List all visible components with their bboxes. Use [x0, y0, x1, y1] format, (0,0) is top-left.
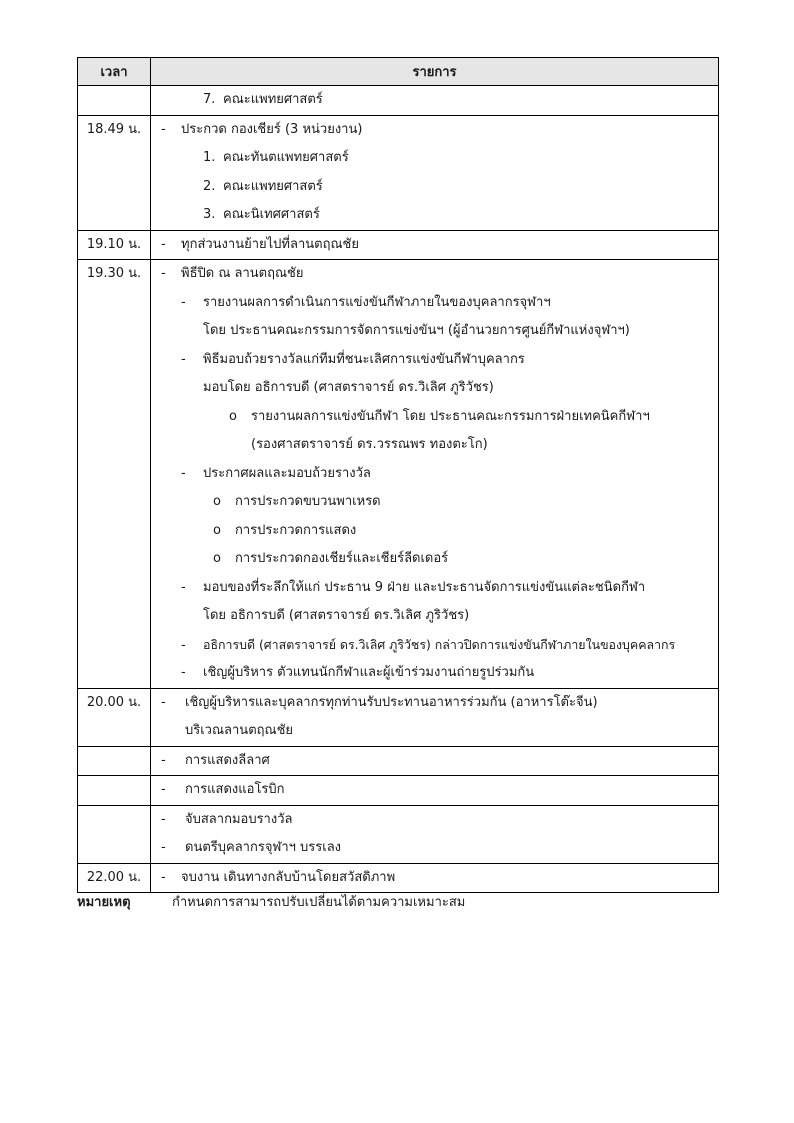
header-time: เวลา	[78, 58, 151, 86]
bullet-dash: -	[181, 579, 186, 595]
list-item	[151, 864, 718, 893]
item-text: รายงานผลการดำเนินการแข่งขันกีฬาภายในของบุคลากรจุฬาฯ	[203, 294, 551, 310]
bullet-dash: -	[181, 637, 186, 653]
bullet-dash: -	[181, 465, 186, 481]
item-text: คณะทันตแพทยศาสตร์	[223, 150, 349, 165]
item-text: ประกาศผลและมอบถ้วยรางวัล	[203, 465, 371, 481]
item-text: การแสดงลีลาศ	[185, 752, 270, 768]
time-cell: 19.30 น.	[78, 260, 151, 689]
item-text: การประกวดการแสดง	[235, 522, 357, 538]
item-text: คณะแพทยศาสตร์	[223, 178, 323, 194]
time-cell	[78, 776, 151, 806]
time-cell: 18.49 น.	[78, 115, 151, 230]
list-item	[151, 545, 718, 574]
list-item	[151, 86, 718, 115]
bullet-dash: -	[181, 665, 186, 680]
bullet-dash: -	[161, 752, 166, 768]
bullet-dash: -	[161, 236, 166, 252]
table-row	[78, 260, 719, 689]
table-row	[78, 230, 719, 260]
time-cell	[78, 746, 151, 776]
list-item	[151, 747, 718, 776]
bullet-dash: -	[161, 782, 166, 797]
table-row	[78, 863, 719, 893]
item-cell	[151, 688, 719, 746]
circle-bullet-icon: o	[213, 522, 221, 538]
bullet-dash: -	[161, 840, 166, 855]
item-cell	[151, 805, 719, 863]
list-item	[151, 517, 718, 546]
table-row	[78, 115, 719, 230]
time-cell: 19.10 น.	[78, 230, 151, 260]
bullet-dash: -	[181, 351, 186, 367]
list-item-continuation: บริเวณลานตฤณชัย	[185, 723, 294, 738]
item-text: การแสดงแอโรบิก	[185, 782, 285, 797]
item-cell	[151, 746, 719, 776]
list-item	[151, 488, 718, 517]
table-header-row	[78, 58, 719, 86]
item-text: การประกวดขบวนพาเหรด	[235, 494, 381, 509]
item-text: เชิญผู้บริหาร ตัวแทนนักกีฬาและผู้เข้าร่วมงานถ่ายรูปร่วมกัน	[203, 665, 535, 680]
item-text: ประกวด กองเชียร์ (3 หน่วยงาน)	[181, 121, 363, 137]
item-cell	[151, 86, 719, 116]
item-text: รายงานผลการแข่งขันกีฬา โดย ประธานคณะกรรมการฝ่ายเทคนิคกีฬาฯ	[251, 408, 650, 424]
item-text: จับสลากมอบรางวัล	[185, 811, 293, 827]
footnote	[77, 891, 465, 912]
list-item-continuation: โดย อธิการบดี (ศาสตราจารย์ ดร.วิเลิศ ภูริวัชร)	[203, 608, 470, 623]
list-item	[151, 231, 718, 260]
item-text: คณะแพทยศาสตร์	[223, 92, 323, 107]
time-cell: 20.00 น.	[78, 688, 151, 746]
item-text: พิธีปิด ณ ลานตฤณชัย	[181, 266, 304, 281]
bullet-dash: -	[161, 811, 166, 827]
item-cell	[151, 863, 719, 893]
list-item	[151, 144, 718, 173]
list-item	[151, 574, 718, 603]
table-row	[78, 805, 719, 863]
list-item	[151, 346, 718, 375]
item-cell	[151, 230, 719, 260]
list-item-continuation: มอบโดย อธิการบดี (ศาสตราจารย์ ดร.วิเลิศ ภูริวัชร)	[203, 380, 494, 395]
bullet-dash: -	[161, 869, 166, 885]
list-item	[151, 289, 718, 318]
item-cell	[151, 776, 719, 806]
list-item	[151, 659, 718, 688]
table-row	[78, 776, 719, 806]
table-row	[78, 86, 719, 116]
item-number: 7.	[203, 92, 216, 107]
list-item	[151, 460, 718, 489]
time-cell: 22.00 น.	[78, 863, 151, 893]
item-text: จบงาน เดินทางกลับบ้านโดยสวัสดิภาพ	[181, 869, 396, 885]
circle-bullet-icon: o	[213, 551, 221, 566]
list-item	[151, 116, 718, 145]
item-text: มอบของที่ระลึกให้แก่ ประธาน 9 ฝ่าย และประธานจัดการแข่งขันแต่ละชนิดกีฬา	[203, 579, 646, 595]
bullet-dash: -	[161, 266, 166, 281]
table-row	[78, 688, 719, 746]
item-cell	[151, 260, 719, 689]
item-text: พิธีมอบถ้วยรางวัลแก่ทีมที่ชนะเลิศการแข่งขันกีฬาบุคลากร	[203, 351, 525, 367]
item-text: การประกวดกองเชียร์และเชียร์ลีดเดอร์	[235, 551, 449, 566]
list-item	[151, 631, 718, 660]
schedule-table	[77, 57, 719, 893]
list-item	[151, 776, 718, 805]
list-item	[151, 689, 718, 718]
bullet-dash: -	[161, 121, 166, 137]
list-item	[151, 201, 718, 230]
circle-bullet-icon: o	[229, 408, 237, 424]
list-item-continuation: โดย ประธานคณะกรรมการจัดการแข่งขันฯ (ผู้อำนวยการศูนย์กีฬาแห่งจุฬาฯ)	[203, 323, 630, 338]
circle-bullet-icon: o	[213, 494, 221, 509]
footnote-text: กำหนดการสามารถปรับเปลี่ยนได้ตามความเหมาะสม	[172, 895, 466, 910]
item-text: คณะนิเทศศาสตร์	[223, 207, 320, 222]
time-cell	[78, 86, 151, 116]
list-item	[151, 173, 718, 202]
header-item: รายการ	[151, 58, 719, 86]
list-item	[151, 834, 718, 863]
bullet-dash: -	[181, 294, 186, 310]
footnote-label: หมายเหตุ	[77, 895, 131, 910]
bullet-dash: -	[161, 694, 166, 710]
item-text: อธิการบดี (ศาสตราจารย์ ดร.วิเลิศ ภูริวัชร) กล่าวปิดการแข่งขันกีฬาภายในของบุคคลากร	[203, 636, 676, 652]
item-number: 3.	[203, 207, 216, 222]
list-item-continuation: (รองศาสตราจารย์ ดร.วรรณพร ทองตะโก)	[251, 437, 488, 452]
list-item	[151, 806, 718, 835]
item-cell	[151, 115, 719, 230]
item-text: ดนตรีบุคลากรจุฬาฯ บรรเลง	[185, 840, 342, 855]
table-row	[78, 746, 719, 776]
item-text: เชิญผู้บริหารและบุคลากรทุกท่านรับประทานอาหารร่วมกัน (อาหารโต๊ะจีน)	[185, 694, 598, 710]
time-cell	[78, 805, 151, 863]
item-number: 2.	[203, 178, 216, 194]
item-text: ทุกส่วนงานย้ายไปที่ลานตฤณชัย	[181, 236, 359, 252]
list-item	[151, 403, 718, 432]
list-item	[151, 260, 718, 289]
item-number: 1.	[203, 150, 216, 165]
